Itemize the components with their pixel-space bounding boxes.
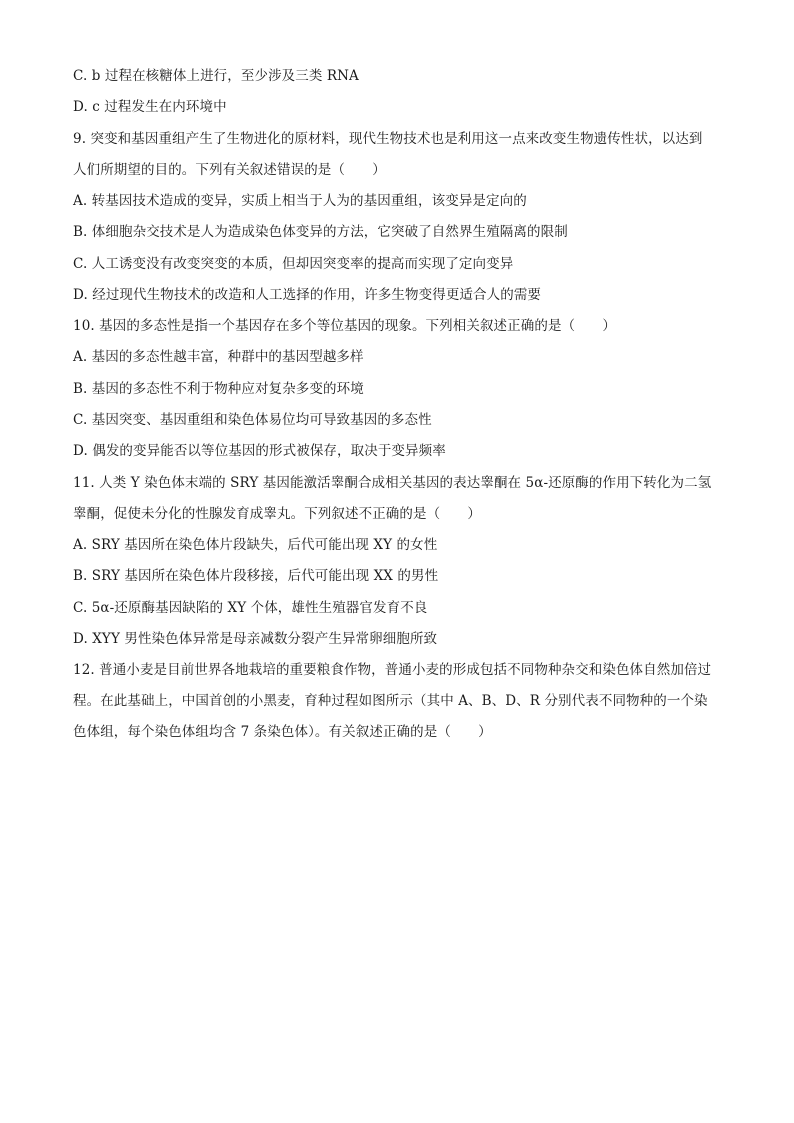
option-c-q8: C. b 过程在核糖体上进行，至少涉及三类 RNA — [73, 68, 359, 84]
option-c-q11: C. 5α-还原酶基因缺陷的 XY 个体，雄性生殖器官发育不良 — [73, 600, 428, 616]
option-c-q10: C. 基因突变、基因重组和染色体易位均可导致基因的多态性 — [73, 412, 432, 428]
question-9-stem-line-1: 9. 突变和基因重组产生了生物进化的原材料，现代生物技术也是利用这一点来改变生物遗传性状，以达到 — [73, 131, 703, 147]
option-a-q11: A. SRY 基因所在染色体片段缺失，后代可能出现 XY 的女性 — [73, 537, 438, 553]
question-12-stem-line-1: 12. 普通小麦是目前世界各地栽培的重要粮食作物，普通小麦的形成包括不同物种杂交和染色体自然加倍过 — [73, 662, 712, 678]
option-b-q11: B. SRY 基因所在染色体片段移接，后代可能出现 XX 的男性 — [73, 568, 439, 584]
question-11-stem-line-1: 11. 人类 Y 染色体末端的 SRY 基因能激活睾酮合成相关基因的表达睾酮在 5α-还原酶的作用下转化为二氢 — [73, 475, 712, 491]
question-9-stem-line-2: 人们所期望的目的。下列有关叙述错误的是（ ） — [73, 162, 386, 178]
option-d-q11: D. XYY 男性染色体异常是母亲减数分裂产生异常卵细胞所致 — [73, 631, 438, 647]
option-d-q9: D. 经过现代生物技术的改造和人工选择的作用，许多生物变得更适合人的需要 — [73, 287, 542, 303]
option-a-q9: A. 转基因技术造成的变异，实质上相当于人为的基因重组，该变异是定向的 — [73, 193, 527, 209]
option-a-q10: A. 基因的多态性越丰富，种群中的基因型越多样 — [73, 349, 364, 365]
question-11-stem-line-2: 睾酮，促使未分化的性腺发育成睾丸。下列叙述不正确的是（ ） — [73, 506, 481, 522]
question-12-stem-line-2: 程。在此基础上，中国首创的小黑麦，育种过程如图所示（其中 A、B、D、R 分别代表不同物种的一个染 — [73, 693, 708, 709]
option-d-q10: D. 偶发的变异能否以等位基因的形式被保存，取决于变异频率 — [73, 443, 446, 459]
question-12-stem-line-3: 色体组，每个染色体组均含 7 条染色体）。有关叙述正确的是（ ） — [73, 724, 492, 740]
question-10-stem: 10. 基因的多态性是指一个基因存在多个等位基因的现象。下列相关叙述正确的是（ ） — [73, 318, 616, 334]
option-b-q9: B. 体细胞杂交技术是人为造成染色体变异的方法，它突破了自然界生殖隔离的限制 — [73, 224, 568, 240]
option-b-q10: B. 基因的多态性不利于物种应对复杂多变的环境 — [73, 381, 364, 397]
option-c-q9: C. 人工诱变没有改变突变的本质，但却因突变率的提高而实现了定向变异 — [73, 256, 514, 272]
option-d-q8: D. c 过程发生在内环境中 — [73, 99, 227, 115]
